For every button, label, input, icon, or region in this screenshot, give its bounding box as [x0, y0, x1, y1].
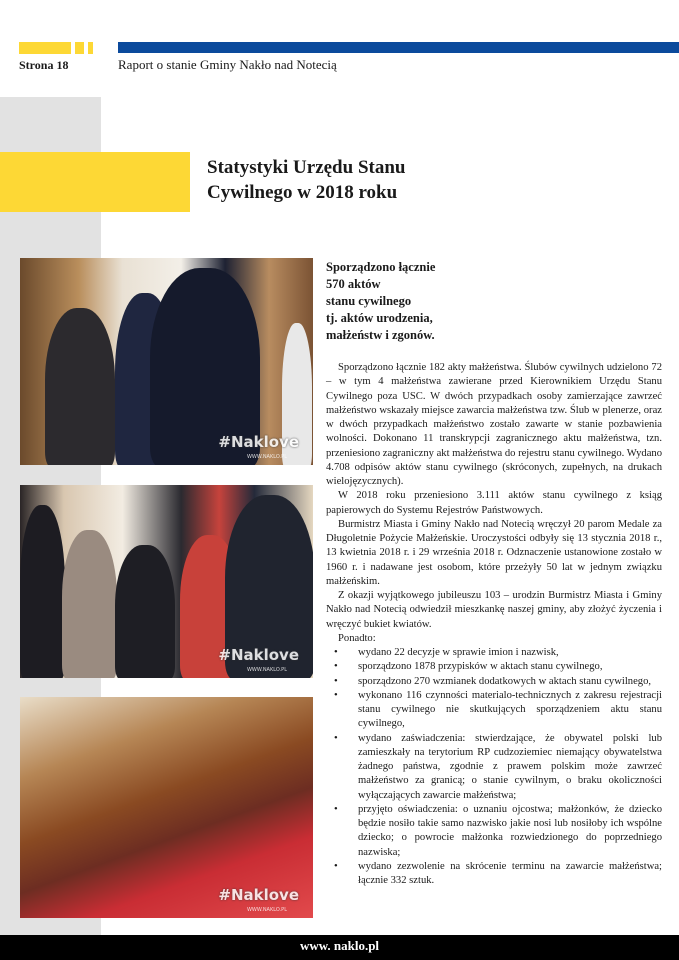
- paragraph: Burmistrz Miasta i Gminy Nakło nad Notecią wręczył 20 parom Medale za Długoletnie Pożycie Małżeńskie. Uroczystości odbyły się 13 stycznia 2018 r., 13 kwietnia 2018 r. i 29 września 2018 r. Odznaczenie ustanowione zostało w 1960 r. i nadawane jest osobom, które przeżyły 50 lat w jednym związku małżeńskim.: [326, 518, 662, 587]
- title-line: Cywilnego w 2018 roku: [207, 182, 398, 203]
- watermark-url: WWW.NAKLO.PL: [246, 667, 287, 673]
- watermark-url: WWW.NAKLO.PL: [246, 454, 287, 460]
- paragraph: Ponadto:: [338, 632, 376, 644]
- lead-line: Sporządzono łącznie: [326, 260, 436, 274]
- list-item: • wydano zaświadczenia: stwierdzające, że obywatel polski lub zamieszkały na terytorium RP cudzoziemiec niemający obywatelstwa żadnego państwa, zgodnie z prawem polskim może zawrzeć małżeństwo za granicą; o stanie cywilnym, o braku okoliczności wyłączających zawarcie małżeństwa;: [358, 732, 662, 803]
- body-text: [326, 361, 662, 888]
- watermark: #Naklove: [218, 886, 299, 904]
- photo-medals-table: [20, 697, 313, 918]
- watermark-url: WWW.NAKLO.PL: [246, 907, 287, 913]
- list-item: • sporządzono 1878 przypisków w aktach stanu cywilnego,: [358, 660, 662, 674]
- photo-jubilee-couples: [20, 485, 313, 678]
- header-yellow-bar: [19, 42, 71, 54]
- footer-url[interactable]: www. naklo.pl: [299, 938, 380, 953]
- title-line: Statystyki Urzędu Stanu: [207, 157, 406, 178]
- lead-line: stanu cywilnego: [326, 294, 412, 308]
- bullet-list: [326, 646, 662, 888]
- list-item: • wykonano 116 czynności materialo-technicznych z zakresu rejestracji stanu cywilnego nie skutkujących sporządzeniem aktu stanu cywilnego,: [358, 689, 662, 732]
- list-item: • wydano 22 decyzje w sprawie imion i nazwisk,: [358, 646, 662, 660]
- list-item: • sporządzono 270 wzmianek dodatkowych w aktach stanu cywilnego,: [358, 675, 662, 689]
- paragraph: Sporządzono łącznie 182 akty małżeństwa. Ślubów cywilnych udzielono 72 – w tym 4 małżeństwa zawierane przed Kierownikiem Urzędu Stanu Cywilnego poza USC. W dwóch przypadkach osoby zamierzające zawrzeć małżeństwo wskazały miejsce zawarcia małżeństwa tzw. Ślub w plenerze, oraz w dwóch przypadkach małżeństwo zostało zawarte w stanie pozbawienia wolności. Dokonano 11 transkrypcji zagranicznego aktu małżeństwa, tzn. przeniesiono zagraniczny akt małżeństwa do rejestru stanu cywilnego. Wydano 4.708 odpisów aktów stanu cywilnego (skróconych, zupełnych, na drukach wielojęzycznych).: [326, 362, 662, 487]
- running-title: Raport o stanie Gminy Nakło nad Notecią: [118, 57, 337, 72]
- watermark: #Naklove: [218, 433, 299, 451]
- lead-line: 570 aktów: [326, 277, 381, 291]
- lead-line: tj. aktów urodzenia,: [326, 311, 433, 325]
- paragraph: W 2018 roku przeniesiono 3.111 aktów stanu cywilnego z ksiąg papierowych do Systemu Rejestrów Państwowych.: [326, 490, 662, 516]
- header-blue-bar: [118, 42, 679, 53]
- list-item: • wydano zezwolenie na skrócenie terminu na zawarcie małżeństwa; łącznie 332 sztuk.: [358, 860, 662, 889]
- header-yellow-bar: [88, 42, 93, 54]
- lead-highlight: [326, 259, 526, 344]
- paragraph: Z okazji wyjątkowego jubileuszu 103 – urodzin Burmistrz Miasta i Gminy Nakło nad Notecią odwiedził mieszkankę naszej gminy, aby złożyć życzenia i wręczyć bukiet kwiatów.: [326, 590, 662, 630]
- list-item: • przyjęto oświadczenia: o uznaniu ojcostwa; małżonków, że dziecko będzie nosiło takie samo nazwisko jakie nosi lub nosiłoby ich wspólne dziecko; o powrocie małżonka rozwiedzionego do poprzedniego nazwiska;: [358, 803, 662, 860]
- header-yellow-bar: [75, 42, 84, 54]
- lead-line: małżeństw i zgonów.: [326, 328, 435, 342]
- photo-medal-ceremony: [20, 258, 313, 465]
- watermark: #Naklove: [218, 646, 299, 664]
- page-title: [207, 155, 405, 205]
- title-yellow-block: [0, 152, 190, 212]
- page-number: Strona 18: [19, 58, 69, 72]
